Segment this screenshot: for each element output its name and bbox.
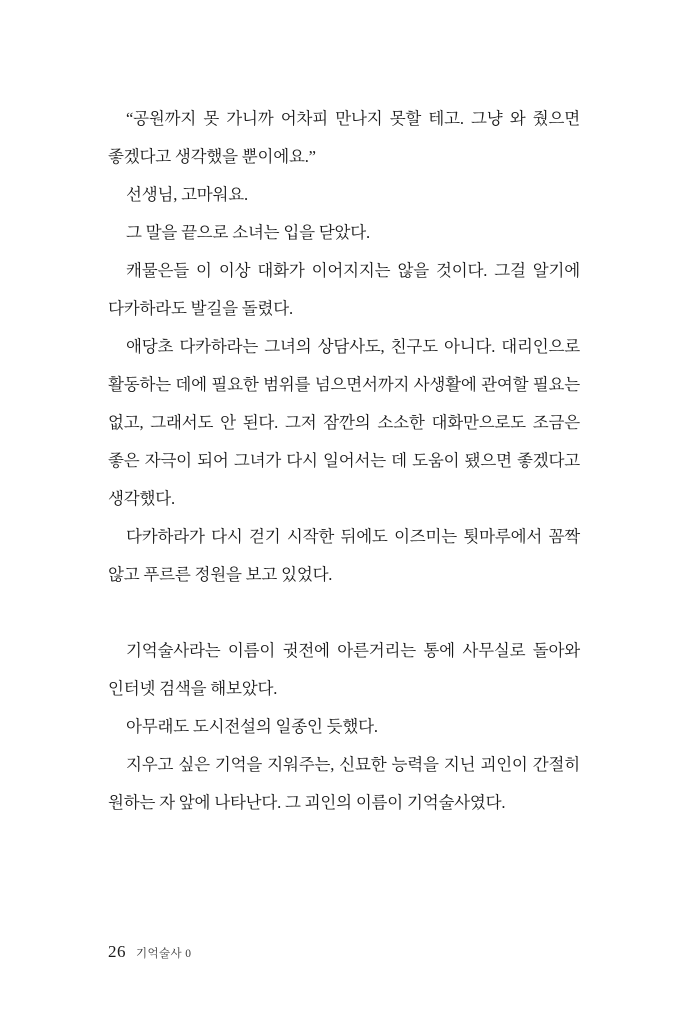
paragraph: 선생님, 고마워요.	[126, 185, 248, 204]
paragraph: 캐물은들 이 이상 대화가 이어지지는 않을 것이다. 그걸 알기에 다카하라도 발길을 돌렸다.	[108, 261, 580, 318]
running-title: 기억술사 0	[136, 948, 192, 960]
body-text	[108, 100, 580, 822]
paragraph: 지우고 싶은 기억을 지워주는, 신묘한 능력을 지닌 괴인이 간절히 원하는 자 앞에 나타난다. 그 괴인의 이름이 기억술사였다.	[108, 755, 580, 812]
paragraph: 기억술사라는 이름이 귓전에 아른거리는 통에 사무실로 돌아와 인터넷 검색을 해보았다.	[108, 641, 580, 698]
paragraph: 애당초 다카하라는 그녀의 상담사도, 친구도 아니다. 대리인으로 활동하는 데에 필요한 범위를 넘으면서까지 사생활에 관여할 필요는 없고, 그래서도 안 된다. 그저 잠깐의 소소한 대화만으로도 조금은 좋은 자극이 되어 그녀가 다시 일어서는 데 도움이 됐으면 좋겠다고 생각했다.	[108, 337, 580, 508]
paragraph: 아무래도 도시전설의 일종인 듯했다.	[126, 717, 378, 736]
page-number: 26	[108, 942, 126, 961]
paragraph: 다카하라가 다시 걷기 시작한 뒤에도 이즈미는 툇마루에서 꼼짝 않고 푸르른 정원을 보고 있었다.	[108, 527, 580, 584]
paragraph-spacer	[108, 594, 580, 632]
paragraph: 그 말을 끝으로 소녀는 입을 닫았다.	[126, 223, 370, 242]
paragraph: “공원까지 못 가니까 어차피 만나지 못할 테고. 그냥 와 줬으면 좋겠다고 생각했을 뿐이에요.”	[108, 109, 580, 166]
page-footer	[108, 942, 191, 962]
